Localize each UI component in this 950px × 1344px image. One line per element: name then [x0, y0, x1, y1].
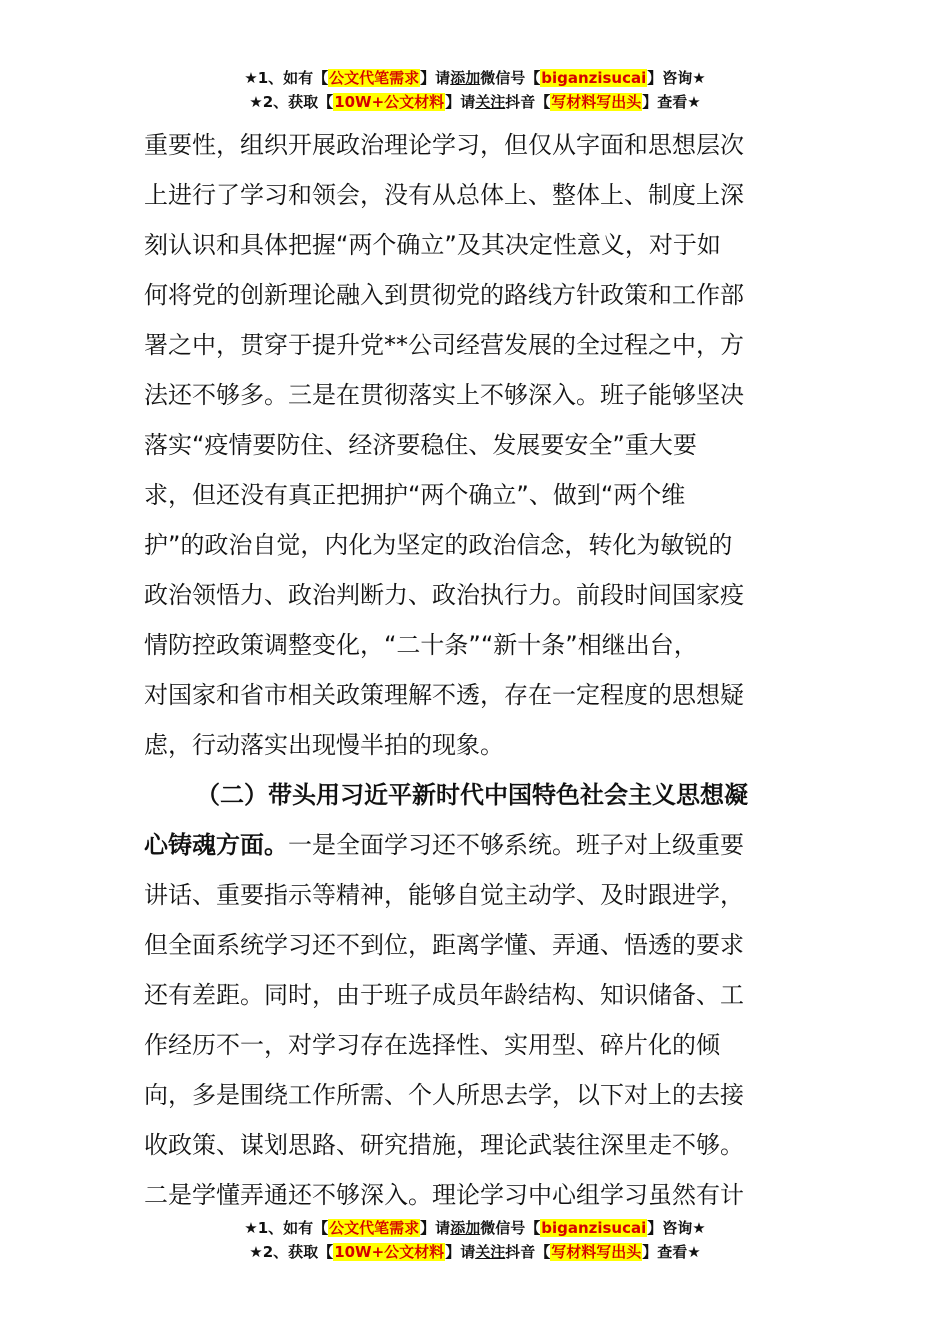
body-line: 何将党的创新理论融入到贯彻党的路线方针政策和工作部	[144, 281, 744, 309]
body-line: 法还不够多。三是在贯彻落实上不够深入。班子能够坚决	[144, 381, 744, 409]
body-line: 政治领悟力、政治判断力、政治执行力。前段时间国家疫	[144, 581, 744, 609]
body-line: 对国家和省市相关政策理解不透，存在一定程度的思想疑	[144, 681, 744, 709]
highlight-materials: 10W+公文材料	[334, 93, 445, 111]
highlight-wechat-id: biganzisucai	[541, 69, 647, 87]
header-notice-line-2: ★2、获取【10W+公文材料】请关注抖音【写材料写出头】查看★	[249, 93, 701, 111]
document-body	[144, 120, 808, 1220]
body-line: 署之中，贯穿于提升党**公司经营发展的全过程之中，方	[144, 331, 744, 359]
body-line: 情防控政策调整变化，“二十条”“新十条”相继出台，	[144, 631, 698, 659]
footer-notice	[0, 1216, 950, 1264]
body-line: 刻认识和具体把握“两个确立”及其决定性意义，对于如	[144, 231, 721, 259]
body-line: 还有差距。同时，由于班子成员年龄结构、知识储备、工	[144, 981, 744, 1009]
highlight-service: 公文代笔需求	[329, 1219, 420, 1237]
section-2-heading-continued: 心铸魂方面。一是全面学习还不够系统。班子对上级重要	[144, 831, 744, 859]
body-line: 作经历不一，对学习存在选择性、实用型、碎片化的倾	[144, 1031, 720, 1059]
section-2-heading-end: 心铸魂方面。	[144, 831, 288, 859]
body-line: 求，但还没有真正把拥护“两个确立”、做到“两个维	[144, 481, 686, 509]
body-line: 虑，行动落实出现慢半拍的现象。	[144, 731, 504, 759]
highlight-douyin-account: 写材料写出头	[551, 93, 642, 111]
body-line: 向，多是围绕工作所需、个人所思去学，以下对上的去接	[144, 1081, 744, 1109]
header-notice-line-1: ★1、如有【公文代笔需求】请添加微信号【biganzisucai】咨询★	[244, 69, 706, 87]
body-line: 但全面系统学习还不到位，距离学懂、弄通、悟透的要求	[144, 931, 744, 959]
body-line: 落实“疫情要防住、经济要稳住、发展要安全”重大要	[144, 431, 697, 459]
footer-notice-line-1: ★1、如有【公文代笔需求】请添加微信号【biganzisucai】咨询★	[244, 1219, 706, 1237]
section-2-heading: （二）带头用习近平新时代中国特色社会主义思想凝	[196, 781, 748, 809]
highlight-wechat-id: biganzisucai	[541, 1219, 647, 1237]
highlight-materials: 10W+公文材料	[334, 1243, 445, 1261]
header-notice	[0, 66, 950, 114]
body-line: 收政策、谋划思路、研究措施，理论武装往深里走不够。	[144, 1131, 744, 1159]
body-line: 二是学懂弄通还不够深入。理论学习中心组学习虽然有计	[144, 1181, 744, 1209]
body-line: 讲话、重要指示等精神，能够自觉主动学、及时跟进学，	[144, 881, 744, 909]
body-line: 上进行了学习和领会，没有从总体上、整体上、制度上深	[144, 181, 744, 209]
highlight-service: 公文代笔需求	[329, 69, 420, 87]
body-line: 护”的政治自觉，内化为坚定的政治信念，转化为敏锐的	[144, 531, 733, 559]
highlight-douyin-account: 写材料写出头	[551, 1243, 642, 1261]
body-line: 重要性，组织开展政治理论学习，但仅从字面和思想层次	[144, 131, 744, 159]
footer-notice-line-2: ★2、获取【10W+公文材料】请关注抖音【写材料写出头】查看★	[249, 1243, 701, 1261]
